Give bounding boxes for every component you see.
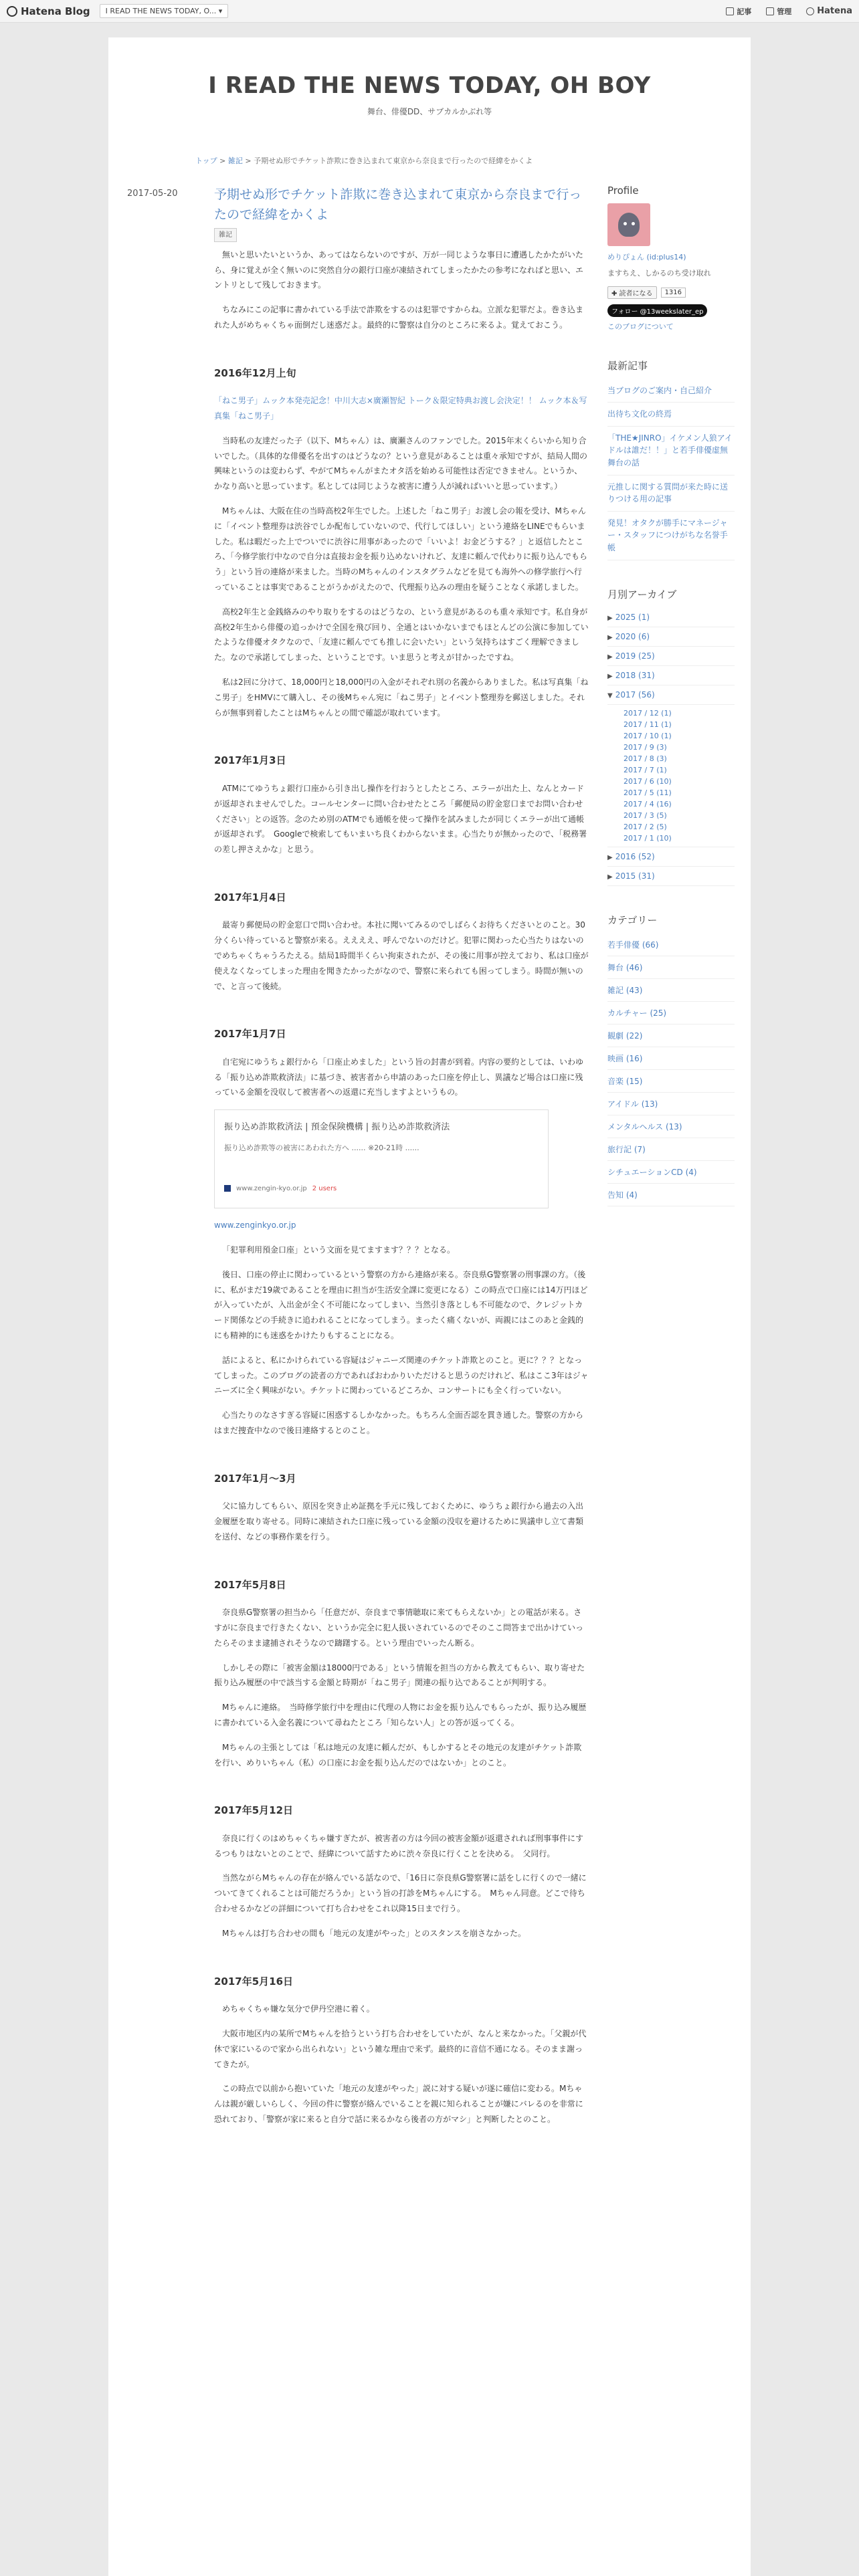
category-link[interactable]: 告知 (4) [607, 1184, 735, 1206]
category-link[interactable]: 雑記 (43) [607, 979, 735, 1002]
archive-months [607, 705, 735, 848]
intro-paragraph: ちなみにこの記事に書かれている手法で詐欺をするのは犯罪ですからね。立派な犯罪だよ。巻き込まれた人がめちゃくちゃ面倒だし迷惑だよ。最終的に警察は自分のところに来るよ。覚えておこう。 [214, 305, 584, 330]
entry-sections [214, 364, 589, 2127]
hatena-account-menu[interactable]: Hatena [806, 6, 852, 16]
section-heading: 2017年1月7日 [214, 1028, 286, 1041]
twitter-follow-button[interactable]: フォロー @13weekslater_ep [607, 304, 707, 317]
archive-year-label[interactable]: 2020 (6) [615, 631, 650, 641]
archive-month-link[interactable]: 2017 / 2 (5) [624, 823, 667, 831]
section-paragraph: めちゃくちゃ嫌な気分で伊丹空港に着く。 [222, 2004, 375, 2014]
category-link[interactable]: 旅行記 (7) [607, 1138, 735, 1161]
embed-card-title[interactable]: 振り込め詐欺救済法 | 預金保険機構 | 振り込め詐欺救済法 [224, 1122, 450, 1133]
recent-entry-link[interactable]: 発見！オタクが勝手にマネージャー・スタッフにつけがちな名誉手帳 [607, 512, 735, 560]
section-paragraph: Mちゃんの主張としては「私は地元の友達に頼んだが、もしかするとその地元の友達がチケット詐欺を行い、めりいちゃん（私）の口座にお金を振り込んだのではないか」とのこと。 [214, 1742, 582, 1767]
section-paragraph: 心当たりのなさすぎる容疑に困惑するしかなかった。もちろん全面否認を貫き通した。警察の方からはまだ捜査中なので後日連絡するとのこと。 [214, 1410, 584, 1436]
breadcrumb-home[interactable]: トップ [195, 156, 217, 165]
archive-month-link[interactable]: 2017 / 11 (1) [624, 720, 672, 729]
category-link[interactable]: 音楽 (15) [607, 1070, 735, 1093]
avatar[interactable] [607, 203, 650, 246]
category-link[interactable]: メンタルヘルス (13) [607, 1115, 735, 1138]
archive-month-link[interactable]: 2017 / 7 (1) [624, 765, 667, 774]
bookmark-users-count[interactable]: 2 users [312, 1184, 337, 1192]
caret-right-icon[interactable]: ▶ [607, 614, 613, 622]
recent-heading: 最新記事 [607, 359, 648, 372]
section-paragraph: Mちゃんに連絡。 当時修学旅行中を理由に代理の人物にお金を振り込んでもらったが、振り込み履歴に書かれている入金名義について尋ねたところ「知らない人」との答が返ってくる。 [214, 1703, 587, 1727]
caret-right-icon[interactable]: ▶ [607, 672, 613, 680]
section-paragraph: Mちゃんは打ち合わせの間も「地元の友達がやった」とのスタンスを崩さなかった。 [222, 1928, 526, 1938]
archive-month-link[interactable]: 2017 / 6 (10) [624, 776, 672, 786]
section-heading: 2017年1月3日 [214, 754, 286, 767]
breadcrumb-current: 予期せぬ形でチケット詐欺に巻き込まれて東京から奈良まで行ったので経緯をかくよ [254, 156, 533, 165]
recent-entry-link[interactable]: 元推しに関する質問が来た時に送りつける用の記事 [607, 475, 735, 512]
breadcrumb: トップ > 雑記 > 予期せぬ形でチケット詐欺に巻き込まれて東京から奈良まで行ったので経緯をかくよ [195, 156, 533, 165]
category-link[interactable]: アイドル (13) [607, 1093, 735, 1115]
embed-card-footer [224, 1182, 539, 1195]
section-heading: 2017年1月4日 [214, 891, 286, 903]
archive-month-link[interactable]: 2017 / 8 (3) [624, 754, 667, 763]
blog-header [108, 37, 751, 117]
entry-article [214, 185, 589, 2137]
caret-right-icon[interactable]: ▶ [607, 653, 613, 661]
section-paragraph: 話によると、私にかけられている容疑はジャニーズ関連のチケット詐欺とのこと。更に？？？となってしまった。このブログの読者の方であればおわかりいただけると思うのだけれど、私はここ3年はジャニーズに全く興味がない。チケットに関わっているどころか、コンサートにも全く行っていない。 [214, 1355, 589, 1396]
breadcrumb-category[interactable]: 雑記 [227, 156, 243, 165]
blog-title[interactable]: I READ THE NEWS TODAY, OH BOY [208, 72, 651, 99]
archive-year-label[interactable]: 2015 (31) [615, 871, 655, 881]
recent-entries-module [607, 358, 735, 560]
sidebar [607, 185, 735, 1206]
category-module [607, 913, 735, 1206]
section-paragraph: 大阪市地区内の某所でMちゃんを拾うという打ち合わせをしていたが、なんと来なかった。「父親が代休で家にいるので家から出られない」という雑な理由で来ず。最終的に音信不通になる。そのまま謝ってきたが。 [214, 2028, 587, 2069]
entry-intro [214, 247, 589, 333]
hatena-topbar [0, 0, 859, 23]
about-blog-link[interactable]: このブログについて [607, 322, 674, 331]
hatena-logo-icon [7, 6, 17, 17]
section-heading: 2017年5月8日 [214, 1578, 286, 1591]
entry-date[interactable]: 2017-05-20 [127, 189, 178, 199]
embed-card-domain[interactable]: www.zengin-kyo.or.jp [236, 1184, 307, 1192]
section-paragraph: 後日、口座の停止に関わっているという警察の方から連絡が来る。奈良県G警察署の刑事課の方。（後に、私がまだ19歳であることを理由に担当が生活安全課に変更になる）この時点で口座には14万円ほどが入っていたが、入出金が全く不可能になってしまい、当然引き落としも不可能なので、クレジットカード関係などの手続きに追われることになってしまう。まったく痛くないが、両親にはこのあと金銭的にも精神的にも迷惑をかけたりもすることになる。 [214, 1269, 588, 1341]
caret-right-icon[interactable]: ▶ [607, 873, 613, 881]
section-paragraph: 当然ながらMちゃんの存在が絡んでいる話なので、「16日に奈良県G警察署に話をしに行くので一緒についてきてくれることは可能だろうか」という旨の打診をMちゃんにする。 Mちゃん同意。どこで待ち合わせるかなどの詳細について打ち合わせをこれ以降15日まで行う。 [214, 1873, 587, 1914]
archive-year-label[interactable]: 2025 (1) [615, 612, 650, 622]
archive-year-label[interactable]: 2017 (56) [615, 689, 655, 700]
section-paragraph: Mちゃんは、大阪在住の当時高校2年生でした。上述した「ねこ男子」お渡し会の報を受け、Mちゃんに「イベント整理券は渋谷でしか配布していないので、代行してほしい」という連絡をLINEでもらいました。私は暇だった上でついでに渋谷に用事があったので「いいよ！お金どうする？」と返信したところ、「今修学旅行中なので自分は直接お金を振り込めないけれど、友達に頼んで代わりに振り込んでもらう」という旨の連絡が来ました。当時のMちゃんのインスタグラムなどを見ても海外への修学旅行へ行っていることは事実であることがうかがえたので、代理振り込みの理由を疑うことなく承諾しました。 [214, 506, 588, 593]
archive-year-label[interactable]: 2016 (52) [615, 852, 655, 862]
archive-month-link[interactable]: 2017 / 5 (11) [624, 788, 672, 797]
archive-year[interactable] [607, 867, 735, 886]
recent-entry-link[interactable]: 当ブログのご案内・自己紹介 [607, 379, 735, 403]
site-favicon-icon [224, 1185, 231, 1192]
archive-month-link[interactable]: 2017 / 1 (10) [624, 834, 672, 843]
archive-year[interactable] [607, 847, 735, 867]
hatena-user-icon [806, 7, 814, 15]
archive-year[interactable] [607, 685, 735, 705]
caret-right-icon[interactable]: ▶ [607, 854, 613, 862]
category-link[interactable]: シチュエーションCD (4) [607, 1161, 735, 1184]
blog-description: 舞台、俳優DD、サブカルかぶれ等 [367, 107, 492, 116]
section-heading: 2016年12月上旬 [214, 366, 296, 379]
recent-entry-link[interactable]: 出待ち文化の終焉 [607, 403, 735, 427]
blog-page [108, 37, 751, 2576]
section-paragraph: 私は2回に分けて、18,000円と18,000円の入金がそれぞれ別の名義からありました。私は写真集「ねこ男子」をHMVにて購入し、その後Mちゃん宛に「ねこ男子」とイベント整理券を郵送しました。それらが無事到着したことはMちゃんとの間で確認が取れています。 [214, 677, 589, 718]
category-link[interactable]: 観劇 (22) [607, 1025, 735, 1047]
archive-module [607, 587, 735, 887]
entry-category-badge[interactable]: 雑記 [214, 228, 237, 242]
embed-card[interactable] [214, 1109, 549, 1208]
profile-description: ますちえ、しかるのち受け取れ [607, 269, 711, 278]
section-paragraph: 最寄り郵便局の貯金窓口で問い合わせ。本社に聞いてみるのでしばらくお待ちくださいとのこと。30分くらい待っていると警察が来る。ええええ、呼んでないのだけど。犯罪に関わった心当たりはないのでめちゃくちゃうろたえる。結局1時間半くらい拘束されたが、その後に用事が控えており、私は口座が使えなくなってしまった理由を聞きたかったがなので、警察に来られても困ってしまう。時間が無いので、と言って後続。 [214, 920, 589, 991]
archive-month-link[interactable]: 2017 / 9 (3) [624, 742, 667, 752]
caret-down-icon[interactable]: ▼ [607, 691, 613, 700]
category-link[interactable]: カルチャー (25) [607, 1002, 735, 1025]
gear-icon [766, 7, 774, 15]
archive-year-label[interactable]: 2018 (31) [615, 670, 655, 680]
archive-year-label[interactable]: 2019 (25) [615, 651, 655, 661]
archive-year[interactable] [607, 647, 735, 666]
subscribe-button[interactable]: ✚ 読者になる [607, 286, 657, 299]
section-heading: 2017年5月16日 [214, 1975, 294, 1988]
subscriber-count: 1316 [661, 288, 686, 298]
section-paragraph: 奈良県G警察署の担当から「任意だが、奈良まで事情聴取に来てもらえないか」との電話が来る。さすがに奈良まで行きたくない、というか完全に犯人扱いされているのでそのここ問答まで出かけていったらそのまま逮捕されそうなので躊躇する。という理由でいったん断る。 [214, 1608, 584, 1648]
section-paragraph: 「犯罪利用預金口座」という文面を見てますます？？？となる。 [222, 1245, 456, 1255]
pencil-icon [726, 7, 734, 15]
section-paragraph: 父に協力してもらい、原因を突き止め証拠を手元に残しておくために、ゆうちょ銀行から過去の入出金履歴を取り寄せる。同時に凍結された口座に残っている金額の没収を避けるために異議申し立て書類を送付、などの事務作業を行う。 [214, 1501, 584, 1541]
profile-username[interactable]: めりぴょん (id:plus14) [607, 253, 686, 261]
section-paragraph: 自宅宛にゆうちょ銀行から「口座止めました」という旨の封書が到着。内容の要約としては、いわゆる「振り込め詐欺救済法」に基づき、被害者から申請のあった口座を停止し、異議など場合は口座に残っている金額を没収して被害者への返還に充当しますよというもの。 [214, 1057, 584, 1097]
archive-year[interactable] [607, 608, 735, 627]
source-link[interactable]: www.zenginkyo.or.jp [214, 1220, 296, 1230]
archive-heading: 月別アーカイブ [607, 588, 677, 601]
embed-card-body: 振り込め詐欺等の被害にあわれた方へ ...... ※20-21時 ...... [224, 1143, 419, 1152]
archive-year[interactable] [607, 627, 735, 647]
category-heading: カテゴリー [607, 914, 658, 927]
archive-month-link[interactable]: 2017 / 3 (5) [624, 811, 667, 820]
archive-month-link[interactable]: 2017 / 12 (1) [624, 708, 672, 718]
hatena-blog-logo[interactable]: Hatena Blog [7, 5, 90, 17]
section-paragraph: 奈良に行くのはめちゃくちゃ嫌すぎたが、被害者の方は今回の被害金額が返還されれば刑事事件にするつもりはないとのことで、経緯について話すために渋々奈良に行くことを決める。 父同行。 [214, 1833, 584, 1858]
category-link[interactable]: 舞台 (46) [607, 956, 735, 979]
section-paragraph: ATMにてゆうちょ銀行口座から引き出し操作を行おうとしたところ、エラーが出た上、なんとカードが返却されませんでした。コールセンターに問い合わせたところ「郵便局の貯金窓口までお問い合わせください」との返答。念のため別のATMでも通帳を使って操作を試みましたが同じくエラーが出て通帳が返却されず。 Googleで検索してもいまいち良くわからないまま。心当たりが無かったので、「税務署の差し押さえかな」と思う。 [214, 783, 587, 855]
section-paragraph: 高校2年生と金銭絡みのやり取りをするのはどうなの、という意見があるのも重々承知です。私自身が高校2年生から俳優の追っかけで全国を飛び回り、全通とはいかないまでもほとんどの公演に参加していたような俳優オタクなので、「友達に頼んでても推しに会いたい」という気持ちはすごく理解できました。なので承諾してしまった、ということです。いま思うと考えが甘かったですね。 [214, 607, 589, 663]
section-paragraph: 当時私の友達だった子（以下、Mちゃん）は、廣瀬さんのファンでした。2015年末くらいから知り合いでした。（具体的な俳優名を出すのはどうなの？という意見があることは重々承知ですが、結局人間の興味というのは変わらず、やがてMちゃんがまたオタ活を始める可能性は否定できません。というか、かなり高いと思っています。私としては同じような被害に遭う人が減ればいいと思っています。） [214, 435, 588, 492]
entry-title[interactable]: 予期せぬ形でチケット詐欺に巻き込まれて東京から奈良まで行ったので経緯をかくよ [214, 187, 582, 223]
recent-entry-link[interactable]: 「THE★JINRO」イケメン人狼アイドルは誰だ！！」と若手俳優虚無舞台の話 [607, 427, 735, 475]
manage-button[interactable]: 管理 [766, 6, 791, 17]
category-link[interactable]: 若手俳優 (66) [607, 934, 735, 956]
section-heading: 2017年1月～3月 [214, 1472, 296, 1485]
section-heading: 2017年5月12日 [214, 1804, 294, 1817]
archive-month-link[interactable]: 2017 / 10 (1) [624, 731, 672, 740]
category-link[interactable]: 映画 (16) [607, 1047, 735, 1070]
section-link[interactable]: 「ねこ男子」ムック本発売記念！中川大志×廣瀬智紀 トーク＆限定特典お渡し会決定！！ ムック本＆写真集「ねこ男子」 [214, 396, 587, 421]
section-paragraph: この時点で以前から抱いていた「地元の友達がやった」説に対する疑いが遂に確信に変わる。Mちゃんは親が厳しいらしく、今回の件に警察が絡んでいることを親に知られることが嫌にバレるのを非常に恐れており、「警察が家に来ると自分で話に来るかなら後者の方がマシ」と判断したとのこと。 [214, 2084, 583, 2124]
archive-year[interactable] [607, 666, 735, 685]
archive-month-link[interactable]: 2017 / 4 (16) [624, 799, 672, 809]
blog-selector[interactable]: I READ THE NEWS TODAY, O... ▾ [100, 4, 229, 18]
section-paragraph: しかしその際に「被害金額は18000円である」という情報を担当の方から教えてもらい、取り寄せた振り込み履歴の中で該当する金額と時期が「ねこ男子」関連の振り込であることが判明する。 [214, 1662, 585, 1688]
write-entry-button[interactable]: 記事 [726, 6, 751, 17]
intro-paragraph: 無いと思いたいというか、あってはならないのですが、万が一同じような事日に遭遇したかたがいたら、身に覚えが全く無いのに突然自分の銀行口座が凍結されてしまったかたの参考になればと思い、エントリとして残しておきます。 [214, 249, 584, 290]
caret-right-icon[interactable]: ▶ [607, 633, 613, 641]
profile-heading: Profile [607, 185, 639, 197]
